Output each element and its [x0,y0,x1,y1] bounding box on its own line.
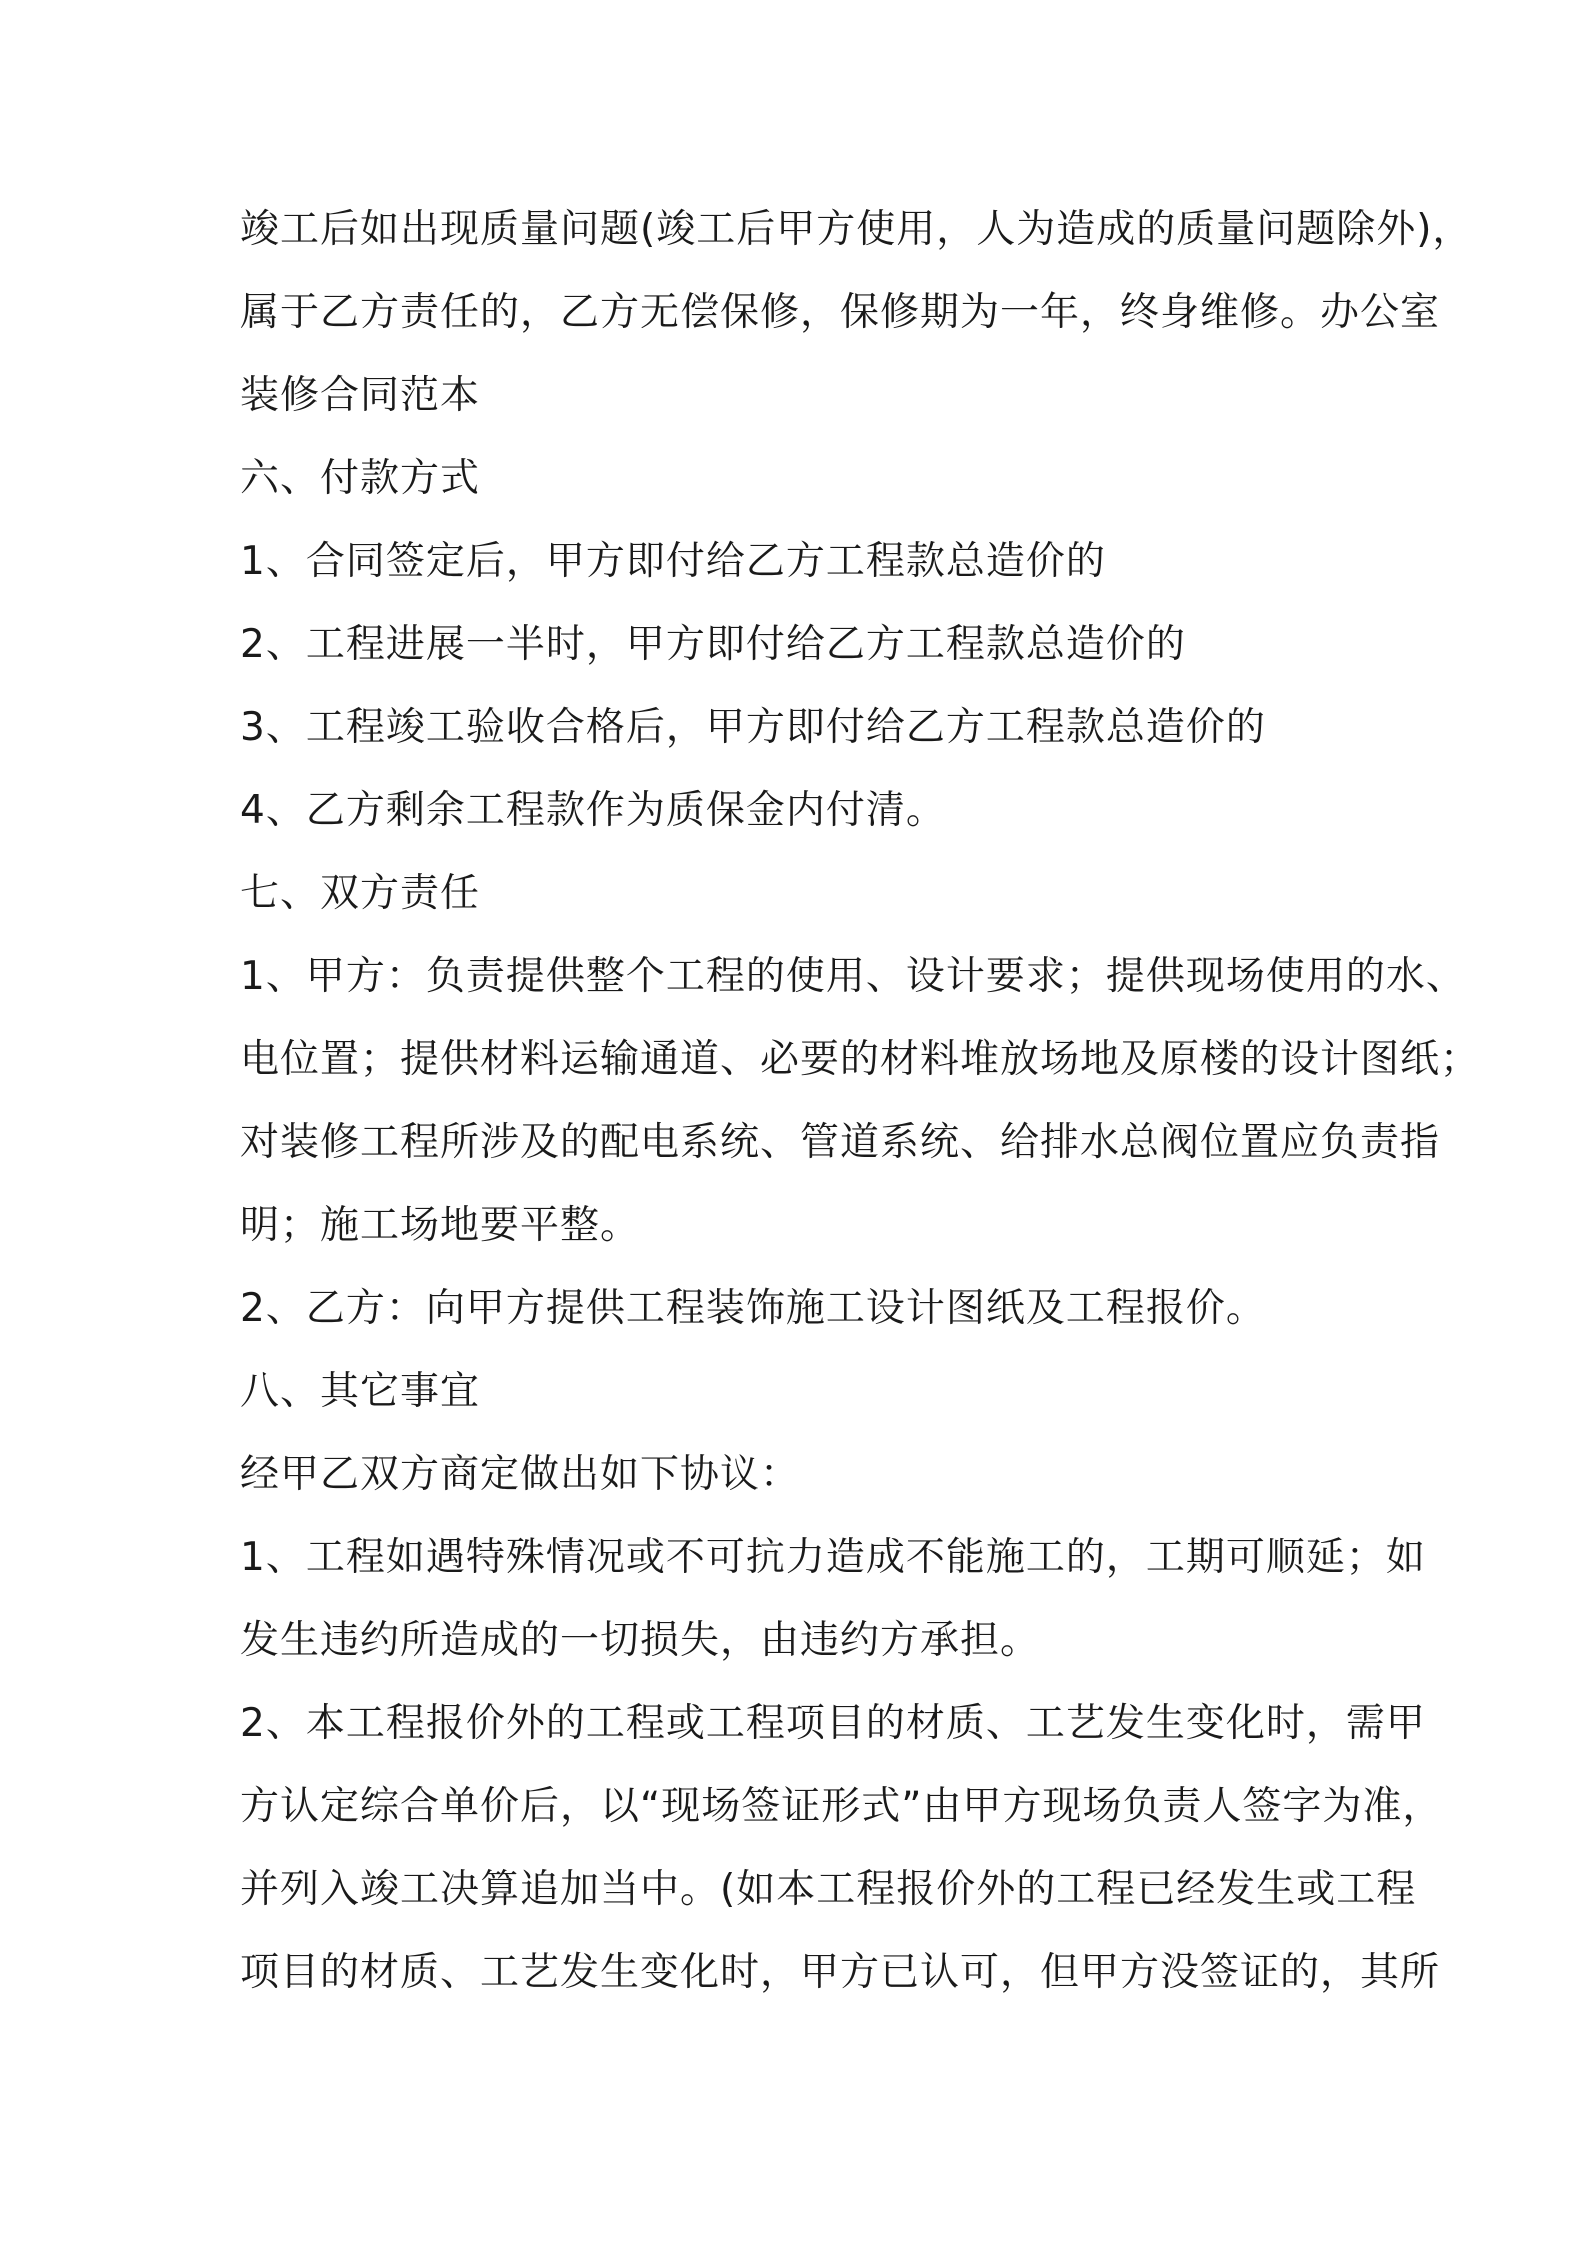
text-line: 并列入竣工决算追加当中。(如本工程报价外的工程已经发生或工程 [240,1867,1417,1912]
text-line: 2、本工程报价外的工程或工程项目的材质、工艺发生变化时，需甲 [240,1701,1426,1746]
text-line: 2、乙方：向甲方提供工程装饰施工设计图纸及工程报价。 [240,1286,1266,1331]
text-line: 属于乙方责任的，乙方无偿保修，保修期为一年，终身维修。办公室 [240,290,1441,335]
section-heading-payment: 六、付款方式 [240,456,481,501]
text-line: 明；施工场地要平整。 [240,1203,641,1248]
text-line: 项目的材质、工艺发生变化时，甲方已认可，但甲方没签证的，其所 [240,1950,1441,1995]
text-line: 3、工程竣工验收合格后，甲方即付给乙方工程款总造价的 [240,705,1266,750]
text-line: 对装修工程所涉及的配电系统、管道系统、给排水总阀位置应负责指 [240,1120,1441,1165]
text-line: 电位置；提供材料运输通道、必要的材料堆放场地及原楼的设计图纸； [240,1037,1481,1082]
text-line: 1、工程如遇特殊情况或不可抗力造成不能施工的，工期可顺延；如 [240,1535,1426,1580]
text-line: 4、乙方剩余工程款作为质保金内付清。 [240,788,946,833]
section-heading-responsibilities: 七、双方责任 [240,871,481,916]
section-heading-other-matters: 八、其它事宜 [240,1369,481,1414]
text-line: 装修合同范本 [240,373,481,418]
document-body [240,188,1481,2014]
text-line: 方认定综合单价后，以“现场签证形式”由甲方现场负责人签字为准， [240,1784,1443,1829]
text-line: 2、工程进展一半时，甲方即付给乙方工程款总造价的 [240,622,1186,667]
text-line: 1、合同签定后，甲方即付给乙方工程款总造价的 [240,539,1106,584]
text-line: 发生违约所造成的一切损失，由违约方承担。 [240,1618,1041,1663]
text-line: 竣工后如出现质量问题(竣工后甲方使用，人为造成的质量问题除外)， [240,207,1473,252]
text-line: 经甲乙双方商定做出如下协议： [240,1452,801,1497]
text-line: 1、甲方：负责提供整个工程的使用、设计要求；提供现场使用的水、 [240,954,1466,999]
